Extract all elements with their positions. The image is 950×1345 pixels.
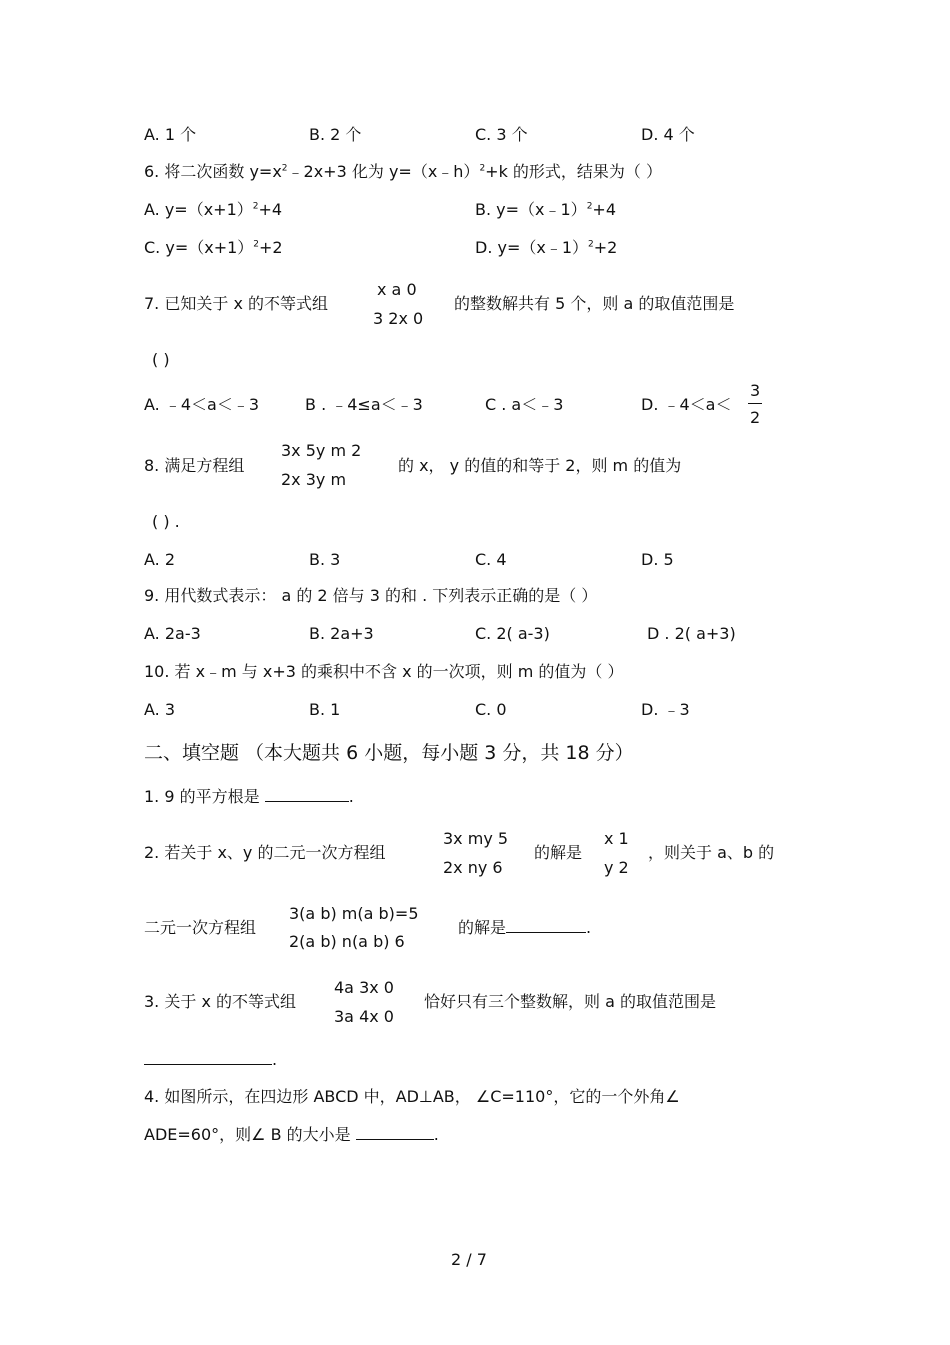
q6-stem xyxy=(144,164,662,180)
fill-q3-stem-end: 恰好只有三个整数解，则 a 的取值范围是 xyxy=(424,992,716,1011)
section-heading: 二、填空题 （本大题共 6 小题，每小题 3 分，共 18 分） xyxy=(144,742,634,764)
q10-option-c: C. 0 xyxy=(475,700,507,719)
q7-stem-start: 7. 已知关于 x 的不等式组 xyxy=(144,294,328,313)
answer-blank xyxy=(506,931,586,933)
q6-b-exponent: 2 xyxy=(586,201,593,212)
fill-q2-stem-mid: 的解是 xyxy=(534,843,583,862)
fill-q2-line2-start: 二元一次方程组 xyxy=(144,918,257,937)
q6-option-c xyxy=(144,240,283,256)
q5-option-b: B. 2 个 xyxy=(309,125,362,144)
q8-option-b: B. 3 xyxy=(309,550,341,569)
page-number: 2 / 7 xyxy=(451,1250,487,1269)
fill-q1-text: 1. 9 的平方根是 xyxy=(144,787,260,806)
q9-option-c: C. 2( a-3) xyxy=(475,624,550,643)
q8-system-row-2: 2x 3y m xyxy=(281,470,347,489)
q5-option-c: C. 3 个 xyxy=(475,125,528,144)
q10-stem: 10. 若 x﹣m 与 x+3 的乘积中不含 x 的一次项，则 m 的值为（ ） xyxy=(144,662,624,681)
fill-q4-line-2 xyxy=(144,1127,439,1143)
q7-stem-end: 的整数解共有 5 个，则 a 的取值范围是 xyxy=(454,294,735,313)
fill-q1-period: . xyxy=(348,787,354,806)
fill-q2-system-row-1: 3x my 5 xyxy=(443,829,509,848)
fill-q2-stem-end: ，则关于 a、b 的 xyxy=(648,843,775,862)
q6-c-part: +2 xyxy=(259,238,283,257)
q6-d-exponent: 2 xyxy=(588,239,594,250)
q6-a-exponent: 2 xyxy=(252,201,259,212)
q6-stem-exponent: 2 xyxy=(281,163,288,174)
q5-option-a: A. 1 个 xyxy=(144,125,197,144)
fill-q2-stem-start: 2. 若关于 x、y 的二元一次方程组 xyxy=(144,843,386,862)
q7-option-b: B . ﹣4≤a＜﹣3 xyxy=(305,395,423,414)
q7-option-d-numerator: 3 xyxy=(750,381,761,400)
q9-stem: 9. 用代数式表示： a 的 2 倍与 3 的和 . 下列表示正确的是（ ） xyxy=(144,586,598,605)
fill-q1 xyxy=(144,789,354,805)
fill-q3-answer-line xyxy=(144,1052,277,1068)
fill-q3-system-row-2: 3a 4x 0 xyxy=(334,1007,394,1026)
answer-blank xyxy=(356,1138,434,1140)
q10-option-a: A. 3 xyxy=(144,700,176,719)
q6-b-part: +4 xyxy=(592,200,617,219)
fill-q2-line2-end xyxy=(458,920,591,936)
fill-q2-solution-row-1: x 1 xyxy=(604,829,629,848)
q6-d-part: D. y=（x﹣1） xyxy=(475,238,589,257)
q9-option-d: D . 2( a+3) xyxy=(647,624,736,643)
fill-q3-system-row-1: 4a 3x 0 xyxy=(334,978,394,997)
q6-a-part: A. y=（x+1） xyxy=(144,200,253,219)
q6-option-a xyxy=(144,202,282,218)
q7-answer-paren: ( ) xyxy=(152,350,170,369)
q6-c-exponent: 2 xyxy=(253,239,260,250)
fill-q2-solution-row-2: y 2 xyxy=(604,858,629,877)
fill-q2-system2-row-2: 2(a b) n(a b) 6 xyxy=(289,932,405,951)
q8-option-d: D. 5 xyxy=(641,550,674,569)
fill-q2-system-row-2: 2x ny 6 xyxy=(443,858,503,877)
q7-option-c: C . a＜﹣3 xyxy=(485,395,564,414)
answer-blank xyxy=(265,800,349,802)
q6-c-part: C. y=（x+1） xyxy=(144,238,254,257)
q6-d-part: +2 xyxy=(593,238,618,257)
fill-q3-stem-start: 3. 关于 x 的不等式组 xyxy=(144,992,296,1011)
answer-blank xyxy=(144,1063,272,1065)
q6-b-part: B. y=（x﹣1） xyxy=(475,200,587,219)
q7-option-d: D. ﹣4＜a＜ xyxy=(641,395,732,414)
q6-option-d xyxy=(475,240,617,256)
fill-q2-line2-text: 的解是 xyxy=(458,918,507,937)
q10-option-b: B. 1 xyxy=(309,700,341,719)
q7-system-row-1: x a 0 xyxy=(377,280,417,299)
q8-answer-paren: ( ) . xyxy=(152,512,180,531)
q6-stem-part: ﹣2x+3 化为 y=（x﹣h） xyxy=(287,162,480,181)
q7-option-d-denominator: 2 xyxy=(750,408,761,427)
fill-q2-system2-row-1: 3(a b) m(a b)=5 xyxy=(289,904,419,923)
q7-option-a: A. ﹣4＜a＜﹣3 xyxy=(144,395,260,414)
q8-stem-end: 的 x， y 的值的和等于 2，则 m 的值为 xyxy=(398,456,682,475)
fill-q4-text: ADE=60°，则∠ B 的大小是 xyxy=(144,1125,351,1144)
q9-option-b: B. 2a+3 xyxy=(309,624,374,643)
q9-option-a: A. 2a-3 xyxy=(144,624,201,643)
q8-stem-start: 8. 满足方程组 xyxy=(144,456,245,475)
fill-q3-period: . xyxy=(272,1050,278,1069)
fill-q4-line-1: 4. 如图所示，在四边形 ABCD 中，AD⊥AB， ∠C=110°，它的一个外角∠ xyxy=(144,1087,680,1106)
fill-q4-period: . xyxy=(433,1125,439,1144)
fill-q2-period: . xyxy=(586,918,592,937)
fraction-bar xyxy=(748,403,762,404)
q7-system-row-2: 3 2x 0 xyxy=(373,309,424,328)
q8-option-c: C. 4 xyxy=(475,550,507,569)
q5-option-d: D. 4 个 xyxy=(641,125,695,144)
q10-option-d: D. ﹣3 xyxy=(641,700,690,719)
q8-system-row-1: 3x 5y m 2 xyxy=(281,441,362,460)
q6-a-part: +4 xyxy=(258,200,283,219)
q6-stem-part: +k 的形式，结果为（ ） xyxy=(485,162,663,181)
q6-stem-part: 6. 将二次函数 y=x xyxy=(144,162,282,181)
q6-stem-exponent: 2 xyxy=(479,163,486,174)
q6-option-b xyxy=(475,202,616,218)
q8-option-a: A. 2 xyxy=(144,550,176,569)
